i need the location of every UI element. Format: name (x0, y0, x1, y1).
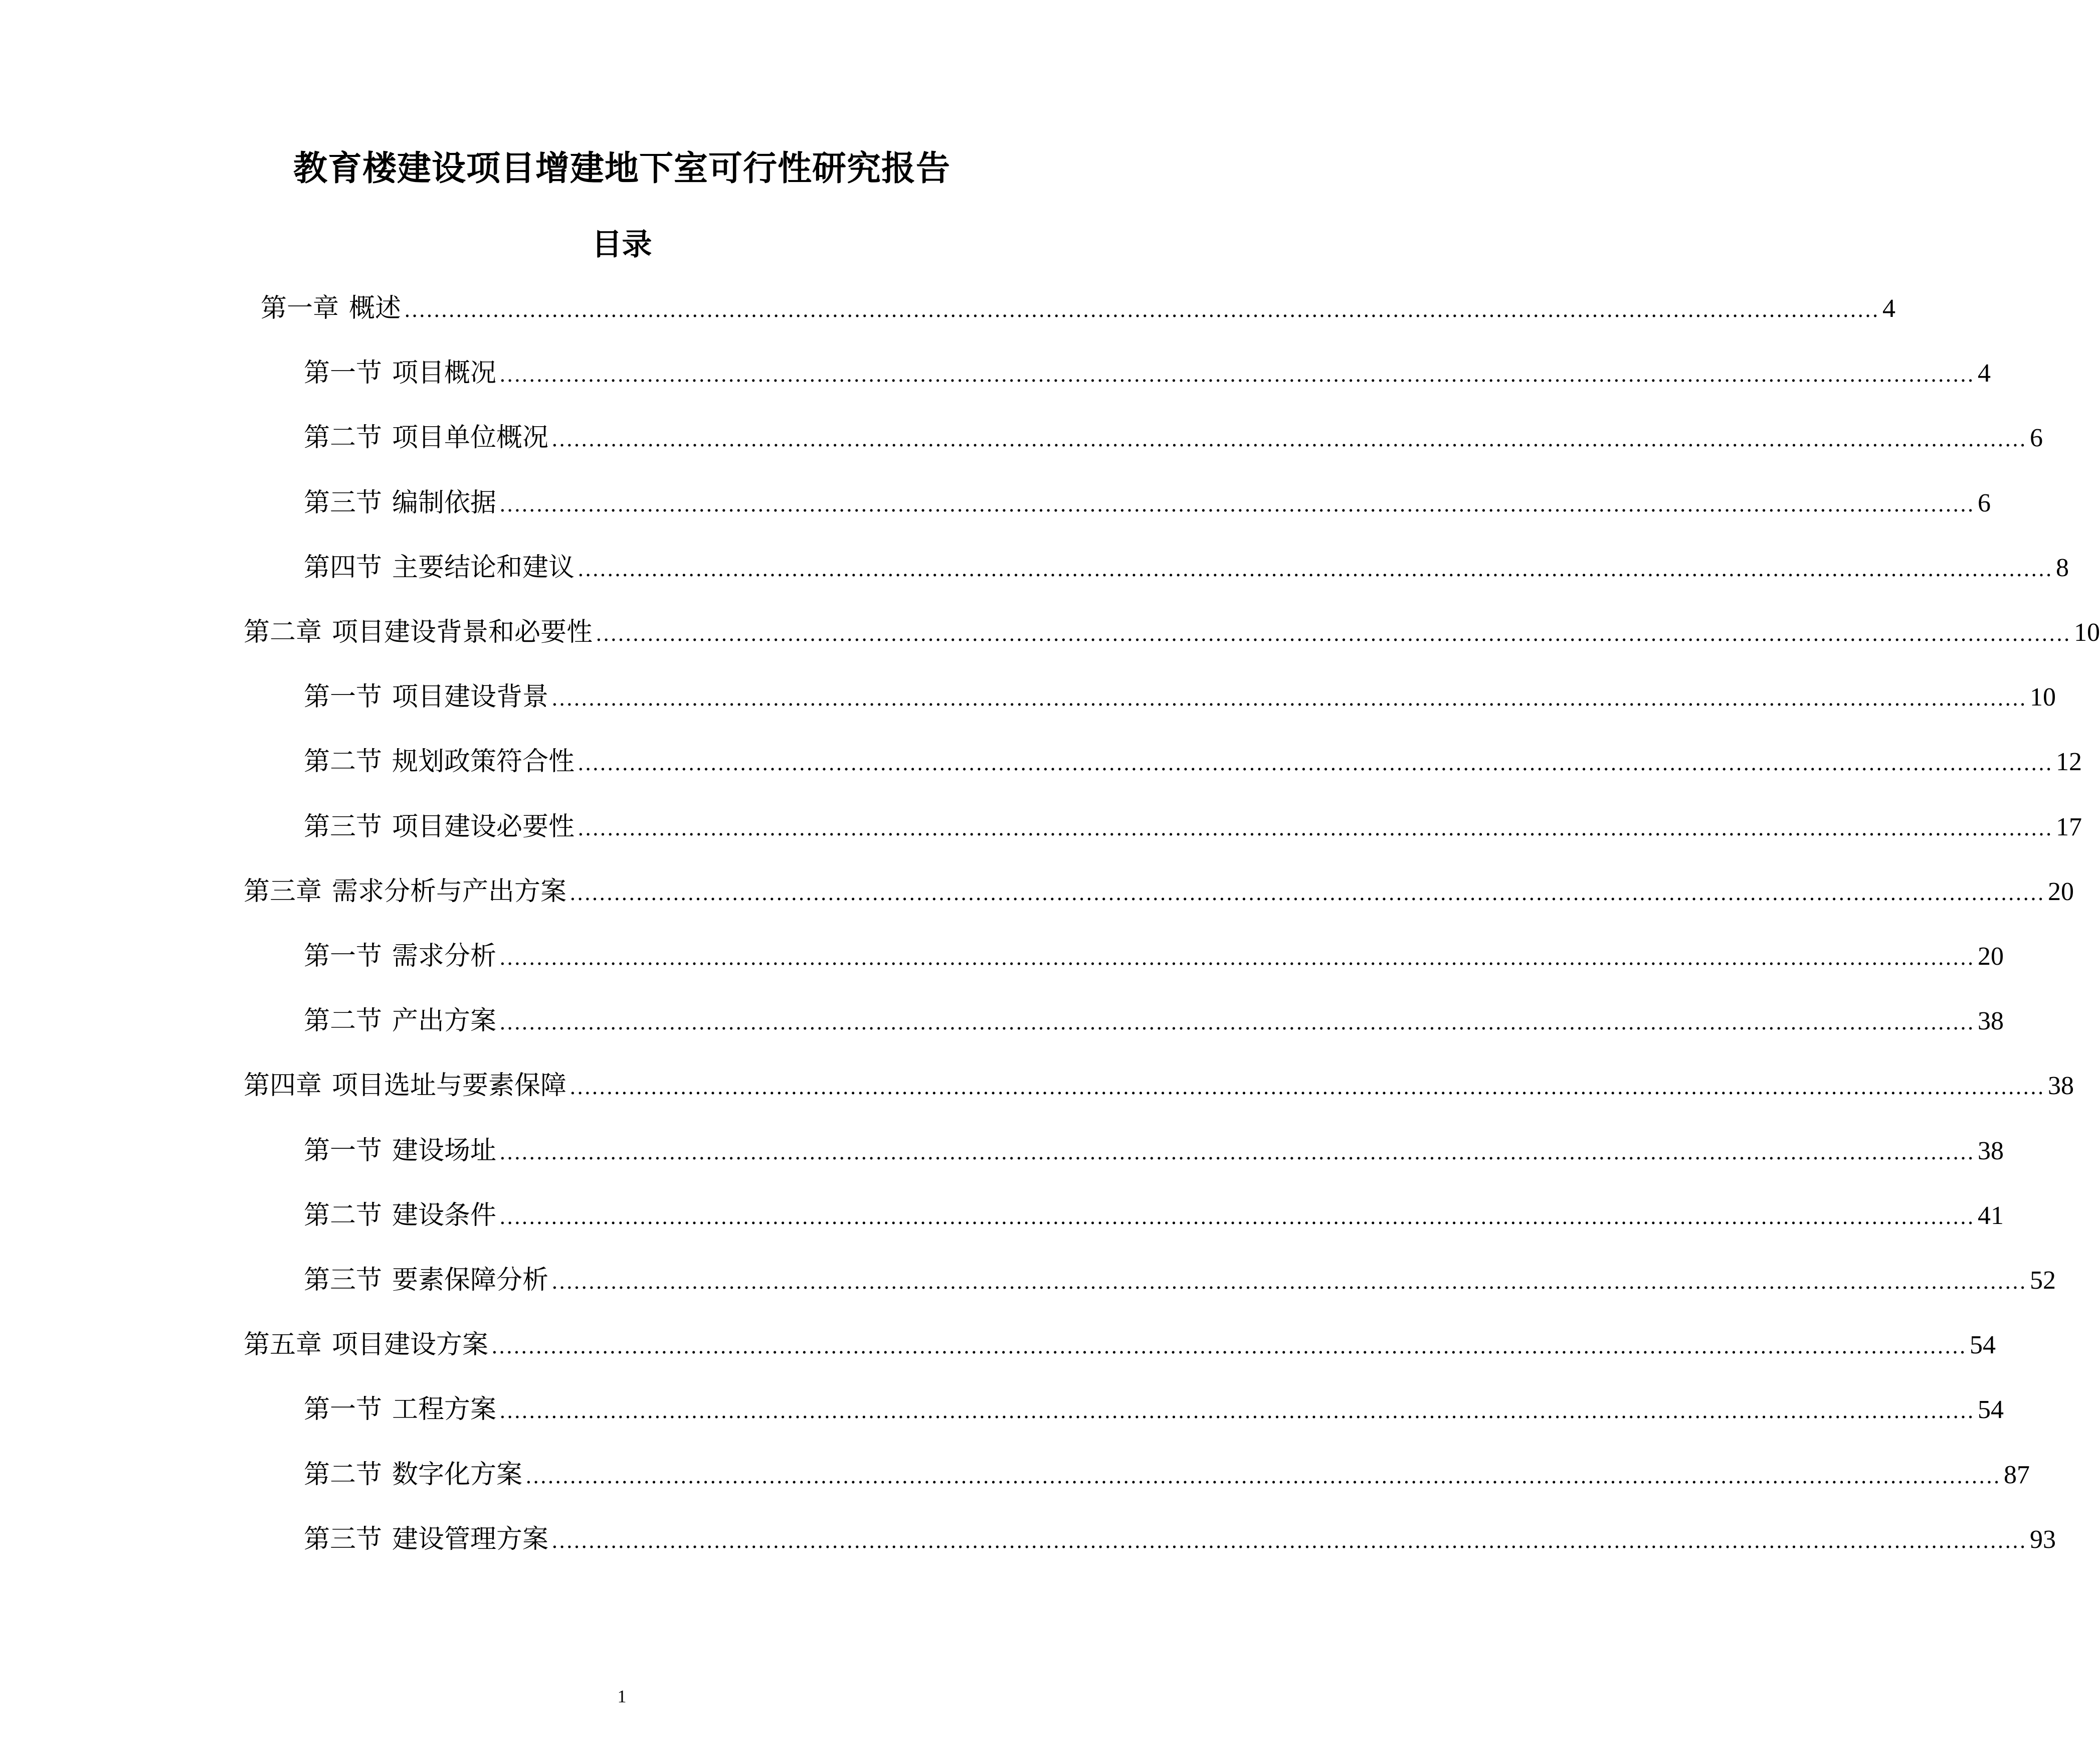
toc-entry-label (244, 871, 566, 912)
toc-entry-title: 项目建设背景 (392, 682, 549, 712)
toc-entry-section[interactable] (304, 418, 2043, 458)
toc-entry-section[interactable] (304, 1260, 2056, 1300)
dot-leader: ........................................................................................................................................................................................................ (525, 1465, 2001, 1488)
toc-entry-number: 第二节 (304, 747, 383, 777)
toc-entry-page: 6 (2030, 424, 2043, 452)
toc-entry-chapter[interactable] (244, 1325, 1996, 1365)
dot-leader: ........................................................................................................................................................................................................ (569, 882, 2045, 905)
toc-entry-title: 项目单位概况 (392, 423, 549, 453)
toc-entry-section[interactable] (304, 1195, 2004, 1236)
dot-leader: ........................................................................................................................................................................................................ (499, 947, 1975, 970)
toc-entry-number: 第三节 (304, 1265, 383, 1295)
toc-entry-page: 17 (2056, 813, 2082, 841)
toc-entry-title: 要素保障分析 (392, 1265, 549, 1295)
toc-entry-page: 38 (2048, 1072, 2074, 1100)
toc-entry-label (304, 1519, 548, 1559)
toc-entry-page: 54 (1970, 1331, 1996, 1359)
toc-entry-number: 第一节 (304, 1394, 383, 1425)
toc-entry-title: 概述 (349, 293, 402, 323)
toc-entry-section[interactable] (304, 1455, 2030, 1495)
toc-entry-title: 编制依据 (392, 488, 497, 518)
toc-entry-page: 4 (1978, 359, 1991, 388)
toc-entry-title: 工程方案 (392, 1394, 497, 1425)
toc-entry-title: 项目概况 (392, 358, 497, 388)
toc-entry-label (304, 548, 575, 588)
toc-entry-number: 第二章 (244, 617, 322, 647)
toc-entry-page: 12 (2056, 748, 2082, 776)
toc-entry-title: 项目建设必要性 (392, 812, 575, 842)
dot-leader: ........................................................................................................................................................................................................ (578, 558, 2053, 581)
toc-entry-title: 数字化方案 (392, 1460, 523, 1490)
toc-entry-section[interactable] (304, 936, 2004, 976)
toc-entry-label (304, 807, 575, 847)
dot-leader: ........................................................................................................................................................................................................ (499, 364, 1975, 387)
toc-entry-label (304, 1131, 496, 1171)
toc-entry-label (244, 1066, 566, 1106)
toc-entry-section[interactable] (304, 677, 2056, 717)
toc-entry-number: 第二节 (304, 1460, 383, 1490)
page-number: 1 (617, 1686, 627, 1706)
toc-entry-page: 8 (2056, 554, 2069, 582)
toc-entry-chapter[interactable] (244, 612, 2100, 652)
dot-leader: ........................................................................................................................................................................................................ (569, 1076, 2045, 1099)
toc-entry-number: 第一节 (304, 941, 383, 971)
toc-entry-section[interactable] (304, 483, 1991, 523)
dot-leader: ........................................................................................................................................................................................................ (596, 623, 2071, 646)
toc-entry-page: 4 (1882, 294, 1895, 323)
toc-entry-page: 41 (1978, 1201, 2004, 1230)
toc-entry-number: 第三节 (304, 1524, 383, 1554)
toc-entry-label (304, 1455, 522, 1495)
dot-leader: ........................................................................................................................................................................................................ (578, 817, 2053, 840)
toc-entry-number: 第四节 (304, 553, 383, 583)
document-title: 教育楼建设项目增建地下室可行性研究报告 (293, 149, 950, 189)
toc-entry-page: 54 (1978, 1395, 2004, 1424)
toc-entry-page: 10 (2030, 683, 2056, 712)
toc-entry-label (304, 1260, 548, 1300)
dot-leader: ........................................................................................................................................................................................................ (551, 1271, 2027, 1294)
toc-entry-label (261, 288, 401, 328)
toc-entry-section[interactable] (304, 742, 2082, 782)
toc-entry-label (244, 612, 593, 652)
toc-entry-number: 第一节 (304, 358, 383, 388)
toc-entry-number: 第二节 (304, 1200, 383, 1230)
toc-entry-number: 第四章 (244, 1071, 322, 1101)
toc-entry-number: 第五章 (244, 1330, 322, 1360)
dot-leader: ........................................................................................................................................................................................................ (491, 1335, 1967, 1358)
toc-entry-title: 建设条件 (392, 1200, 497, 1230)
dot-leader: ........................................................................................................................................................................................................ (499, 1011, 1975, 1034)
dot-leader: ........................................................................................................................................................................................................ (578, 752, 2053, 775)
toc-entry-page: 93 (2030, 1525, 2056, 1554)
dot-leader: ........................................................................................................................................................................................................ (499, 1206, 1975, 1229)
toc-entry-title: 规划政策符合性 (392, 747, 575, 777)
toc-entry-number: 第一节 (304, 1136, 383, 1166)
toc-entry-chapter[interactable] (261, 288, 1895, 328)
dot-leader: ........................................................................................................................................................................................................ (551, 1530, 2027, 1553)
toc-entry-number: 第一章 (261, 293, 339, 323)
dot-leader: ........................................................................................................................................................................................................ (404, 299, 1879, 322)
dot-leader: ........................................................................................................................................................................................................ (551, 428, 2027, 451)
toc-entry-number: 第二节 (304, 1006, 383, 1036)
toc-entry-label (304, 936, 496, 976)
dot-leader: ........................................................................................................................................................................................................ (499, 1141, 1975, 1164)
toc-entry-page: 6 (1978, 489, 1991, 517)
toc-entry-section[interactable] (304, 1389, 2004, 1430)
toc-entry-title: 产出方案 (392, 1006, 497, 1036)
toc-entry-label (304, 677, 548, 717)
toc-entry-number: 第三节 (304, 812, 383, 842)
toc-entry-section[interactable] (304, 1131, 2004, 1171)
toc-entry-section[interactable] (304, 1001, 2004, 1041)
toc-entry-label (304, 742, 575, 782)
toc-entry-label (244, 1325, 488, 1365)
toc-entry-page: 20 (1978, 942, 2004, 971)
toc-entry-page: 52 (2030, 1266, 2056, 1295)
toc-entry-label (304, 353, 496, 393)
toc-entry-chapter[interactable] (244, 1066, 2074, 1106)
toc-entry-number: 第二节 (304, 423, 383, 453)
toc-entry-label (304, 1195, 496, 1236)
toc-entry-number: 第一节 (304, 682, 383, 712)
toc-entry-title: 项目选址与要素保障 (332, 1071, 567, 1101)
toc-entry-page: 20 (2048, 877, 2074, 906)
toc-entry-label (304, 1001, 496, 1041)
toc-entry-page: 87 (2004, 1461, 2030, 1489)
toc-entry-number: 第三章 (244, 876, 322, 907)
dot-leader: ........................................................................................................................................................................................................ (551, 687, 2027, 711)
toc-entry-page: 38 (1978, 1007, 2004, 1035)
toc-entry-label (304, 483, 496, 523)
toc-entry-number: 第三节 (304, 488, 383, 518)
toc-entry-title: 主要结论和建议 (392, 553, 575, 583)
toc-entry-section[interactable] (304, 807, 2082, 847)
toc-entry-section[interactable] (304, 548, 2069, 588)
toc-entry-page: 10 (2074, 618, 2100, 647)
toc-entry-chapter[interactable] (244, 871, 2074, 912)
dot-leader: ........................................................................................................................................................................................................ (499, 1400, 1975, 1423)
toc-entry-label (304, 1389, 496, 1430)
toc-entry-label (304, 418, 548, 458)
toc-entry-section[interactable] (304, 1519, 2056, 1559)
toc-entry-page: 38 (1978, 1137, 2004, 1165)
toc-entry-title: 项目建设方案 (332, 1330, 489, 1360)
toc-entry-title: 建设管理方案 (392, 1524, 549, 1554)
toc-entry-title: 需求分析与产出方案 (332, 876, 567, 907)
toc-entry-title: 项目建设背景和必要性 (332, 617, 593, 647)
toc-entry-title: 建设场址 (392, 1136, 497, 1166)
toc-heading: 目录 (592, 227, 652, 262)
toc-entry-section[interactable] (304, 353, 1991, 393)
toc-entry-title: 需求分析 (392, 941, 497, 971)
dot-leader: ........................................................................................................................................................................................................ (499, 493, 1975, 516)
